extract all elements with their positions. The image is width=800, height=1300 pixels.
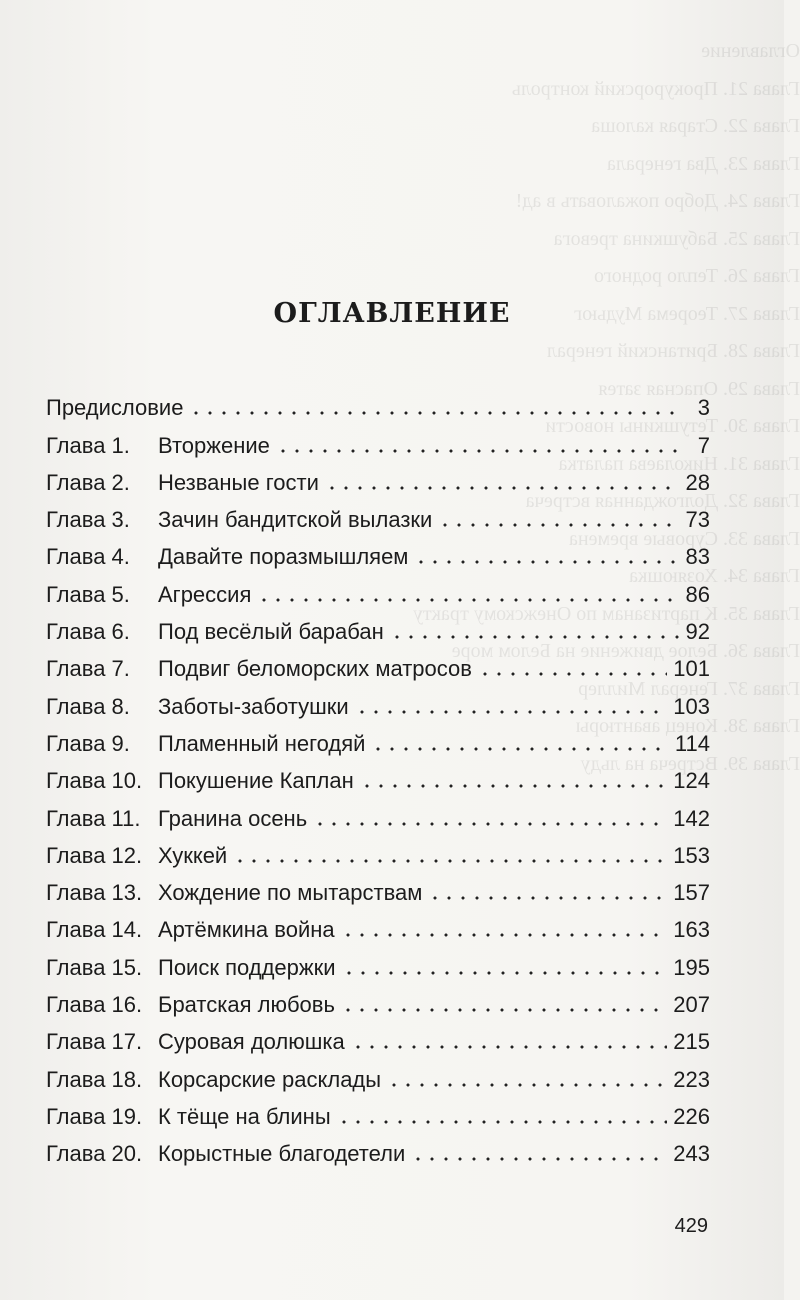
chapter-title: К тёще на блины [158,1103,331,1129]
chapter-title: Давайте поразмышляем [158,544,409,570]
chapter-title: Артёмкина война [158,917,335,943]
dot-leader [387,1082,667,1088]
chapter-number: Глава 20. [46,1141,143,1167]
dot-leader [428,895,667,901]
dot-leader [189,410,680,416]
chapter-page-number: 163 [673,917,710,943]
chapter-title: Поиск поддержки [158,954,336,980]
dot-leader [390,634,680,640]
chapter-page-number: 153 [673,842,710,868]
chapter-page-number: 103 [673,693,710,719]
chapter-page-number: 195 [673,954,710,980]
chapter-page-number: 124 [673,768,710,794]
dot-leader [371,746,668,752]
chapter-title: Незваные гости [158,469,319,495]
bleed-through-text: Оглавление Глава 21. Прокурорский контроль Глава 22. Старая калоша Глава 23. Два генерала Глава 24. Добро пожаловать в ад! Глава 25. Бабушкина тревога Глава 26. Тепло родного Глава 27. Теорема Мудьюг Глава 28. Британский генерал Глава 29. Опасная затея Глава 30. Тетушкины новости Глава 31. Николаева палатка Глава 32. Долгожданная встреча Глава 33. Суровые времена Глава 34. Хозяюшка Глава 35. К партизанам по Онежскому тракту Глава 36. Белое движение на Белом море Глава 37. Генерал Миллер Глава 38. Конец авантюры Глава 39. Встреча на льду [413,40,800,775]
toc-entry [46,1132,710,1169]
toc-entry [46,498,710,535]
chapter-page-number: 92 [685,619,710,645]
toc-entry [46,1057,710,1094]
chapter-title: Братская любовь [158,992,335,1018]
chapter-title: Под весёлый барабан [158,619,384,645]
toc-entry [46,386,710,423]
toc-entry [46,461,710,498]
dot-leader [411,1156,667,1162]
chapter-number: Глава 6. [46,619,130,645]
chapter-page-number: 73 [685,507,710,533]
dot-leader [414,559,679,565]
chapter-title: Покушение Каплан [158,768,354,794]
toc-entry [46,1095,710,1132]
chapter-number: Глава 18. [46,1066,143,1092]
chapter-page-number: 28 [685,469,710,495]
chapter-title: Хуккей [158,842,228,868]
toc-entry [46,796,710,833]
toc-entry [46,759,710,796]
chapter-number: Глава 15. [46,954,143,980]
chapter-page-number: 101 [673,656,710,682]
table-of-contents [46,386,710,1169]
toc-entry [46,535,710,572]
chapter-number: Глава 11. [46,805,141,831]
toc-entry [46,1020,710,1057]
dot-leader [342,970,668,976]
chapter-title: Агрессия [158,581,252,607]
chapter-number: Глава 7. [46,656,130,682]
chapter-page-number: 223 [673,1066,710,1092]
dot-leader [257,597,679,603]
dot-leader [325,485,680,491]
dot-leader [313,821,667,827]
chapter-page-number: 86 [685,581,710,607]
chapter-page-number: 142 [673,805,710,831]
dot-leader [341,1007,667,1013]
dot-leader [341,932,668,938]
dot-leader [233,858,667,864]
chapter-number: Глава 1. [46,432,130,458]
chapter-page-number: 114 [674,730,710,756]
toc-entry [46,647,710,684]
dot-leader [438,522,679,528]
chapter-title: Суровая долюшка [158,1029,345,1055]
chapter-number: Глава 14. [46,917,143,943]
dot-leader [337,1119,668,1125]
chapter-title: Заботы-заботушки [158,693,349,719]
dot-leader [360,783,668,789]
chapter-page-number: 157 [673,880,710,906]
toc-entry [46,722,710,759]
chapter-page-number: 83 [685,544,710,570]
chapter-number: Глава 3. [46,507,130,533]
toc-entry [46,945,710,982]
chapter-number: Глава 5. [46,581,130,607]
chapter-page-number: 226 [673,1103,710,1129]
chapter-number: Глава 2. [46,469,130,495]
chapter-title: Хождение по мытарствам [158,880,423,906]
toc-entry [46,572,710,609]
dot-leader [478,671,667,677]
chapter-title: Корыстные благодетели [158,1141,406,1167]
toc-entry [46,834,710,871]
toc-entry [46,684,710,721]
dot-leader [351,1044,668,1050]
chapter-title: Подвиг беломорских матросов [158,656,472,682]
chapter-page-number: 207 [673,992,710,1018]
chapter-number: Глава 8. [46,693,130,719]
chapter-page-number: 3 [697,395,710,421]
chapter-page-number: 7 [697,432,710,458]
page-number: 429 [674,1215,708,1237]
chapter-title: Пламенный негодяй [158,730,366,756]
chapter-title: Корсарские расклады [158,1066,382,1092]
dot-leader [355,709,668,715]
toc-heading: ОГЛАВЛЕНИЕ [273,298,511,329]
chapter-number: Глава 12. [46,842,143,868]
toc-entry [46,423,710,460]
dot-leader [276,448,680,454]
chapter-title: Предисловие [46,395,184,421]
chapter-number: Глава 17. [46,1029,143,1055]
chapter-number: Глава 13. [46,880,143,906]
chapter-number: Глава 16. [46,992,143,1018]
toc-entry [46,610,710,647]
chapter-number: Глава 9. [46,730,130,756]
chapter-number: Глава 10. [46,768,143,794]
chapter-page-number: 243 [673,1141,710,1167]
toc-entry [46,908,710,945]
chapter-number: Глава 19. [46,1103,143,1129]
chapter-title: Гранина осень [158,805,308,831]
chapter-page-number: 215 [673,1029,710,1055]
chapter-title: Зачин бандитской вылазки [158,507,433,533]
toc-entry [46,871,710,908]
chapter-title: Вторжение [158,432,270,458]
toc-entry [46,983,710,1020]
chapter-number: Глава 4. [46,544,130,570]
